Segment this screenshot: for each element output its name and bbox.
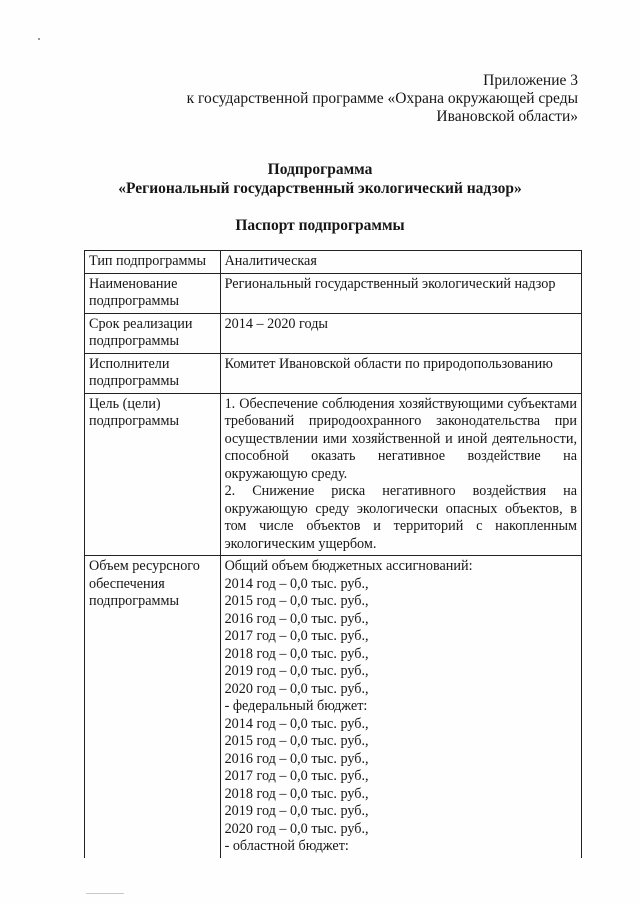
federal-budget-label: - федеральный бюджет: [224,698,368,714]
federal-budget-year: 2015 год – 0,0 тыс. руб., [224,733,369,749]
executors-label: Исполнители подпрограммы [85,353,221,393]
goal-2: 2. Снижение риска негативного воздействия на окружающую среду экологически опасных объектов, в том числе объектов и территорий с накопленным экологическим ущербом. [224,483,577,552]
regional-budget-label: - областной бюджет: [224,838,349,854]
goals-value [220,393,581,556]
table-row-type [85,251,582,274]
funding-total-label: Общий объем бюджетных ассигнований: [224,558,473,574]
passport-title: Паспорт подпрограммы [235,217,405,234]
scan-artifact [86,893,124,894]
table-row-funding [85,556,582,858]
name-label: Наименование подпрограммы [85,273,221,313]
subprogram-name: «Региональный государственный экологический надзор» [118,180,522,197]
funding-label: Объем ресурсного обеспечения подпрограммы [85,556,221,858]
funding-total-year: 2017 год – 0,0 тыс. руб., [224,628,369,644]
federal-budget-year: 2018 год – 0,0 тыс. руб., [224,785,369,802]
funding-total-year: 2020 год – 0,0 тыс. руб., [224,680,369,697]
executors-value: Комитет Ивановской области по природопользованию [220,353,581,393]
annex-program-reference: к государственной программе «Охрана окружающей среды [186,90,578,107]
federal-budget-year: 2016 год – 0,0 тыс. руб., [224,750,369,767]
type-label: Тип подпрограммы [85,251,221,274]
table-row-goals [85,393,582,556]
federal-budget-year: 2017 год – 0,0 тыс. руб., [224,768,369,784]
table-row-period [85,313,582,353]
scan-artifact [38,38,40,40]
annex-header [187,72,578,126]
period-value: 2014 – 2020 годы [220,313,581,353]
federal-budget-year: 2014 год – 0,0 тыс. руб., [224,715,369,732]
table-row-name [85,273,582,313]
passport-table [84,250,582,858]
funding-total-year: 2019 год – 0,0 тыс. руб., [224,663,369,679]
federal-budget-year: 2020 год – 0,0 тыс. руб., [224,820,369,837]
annex-number: Приложение 3 [483,72,578,89]
annex-region: Ивановской области» [436,108,578,125]
subprogram-title: Подпрограмма [267,161,373,178]
period-label: Срок реализации подпрограммы [85,313,221,353]
funding-value [220,556,581,858]
funding-total-year: 2014 год – 0,0 тыс. руб., [224,575,369,592]
goals-label: Цель (цели) подпрограммы [85,393,221,556]
goal-1: 1. Обеспечение соблюдения хозяйствующими субъектами требований природоохранного законодательства при осуществлении ими хозяйственной и иной деятельности, способной оказать негативное воздействие на окружающую среду. [224,395,577,482]
name-value: Региональный государственный экологический надзор [220,273,581,313]
funding-total-year: 2018 год – 0,0 тыс. руб., [224,645,369,662]
funding-total-year: 2015 год – 0,0 тыс. руб., [224,593,369,609]
table-row-executors [85,353,582,393]
federal-budget-year: 2019 год – 0,0 тыс. руб., [224,803,369,819]
type-value: Аналитическая [220,251,581,274]
funding-total-year: 2016 год – 0,0 тыс. руб., [224,610,369,627]
